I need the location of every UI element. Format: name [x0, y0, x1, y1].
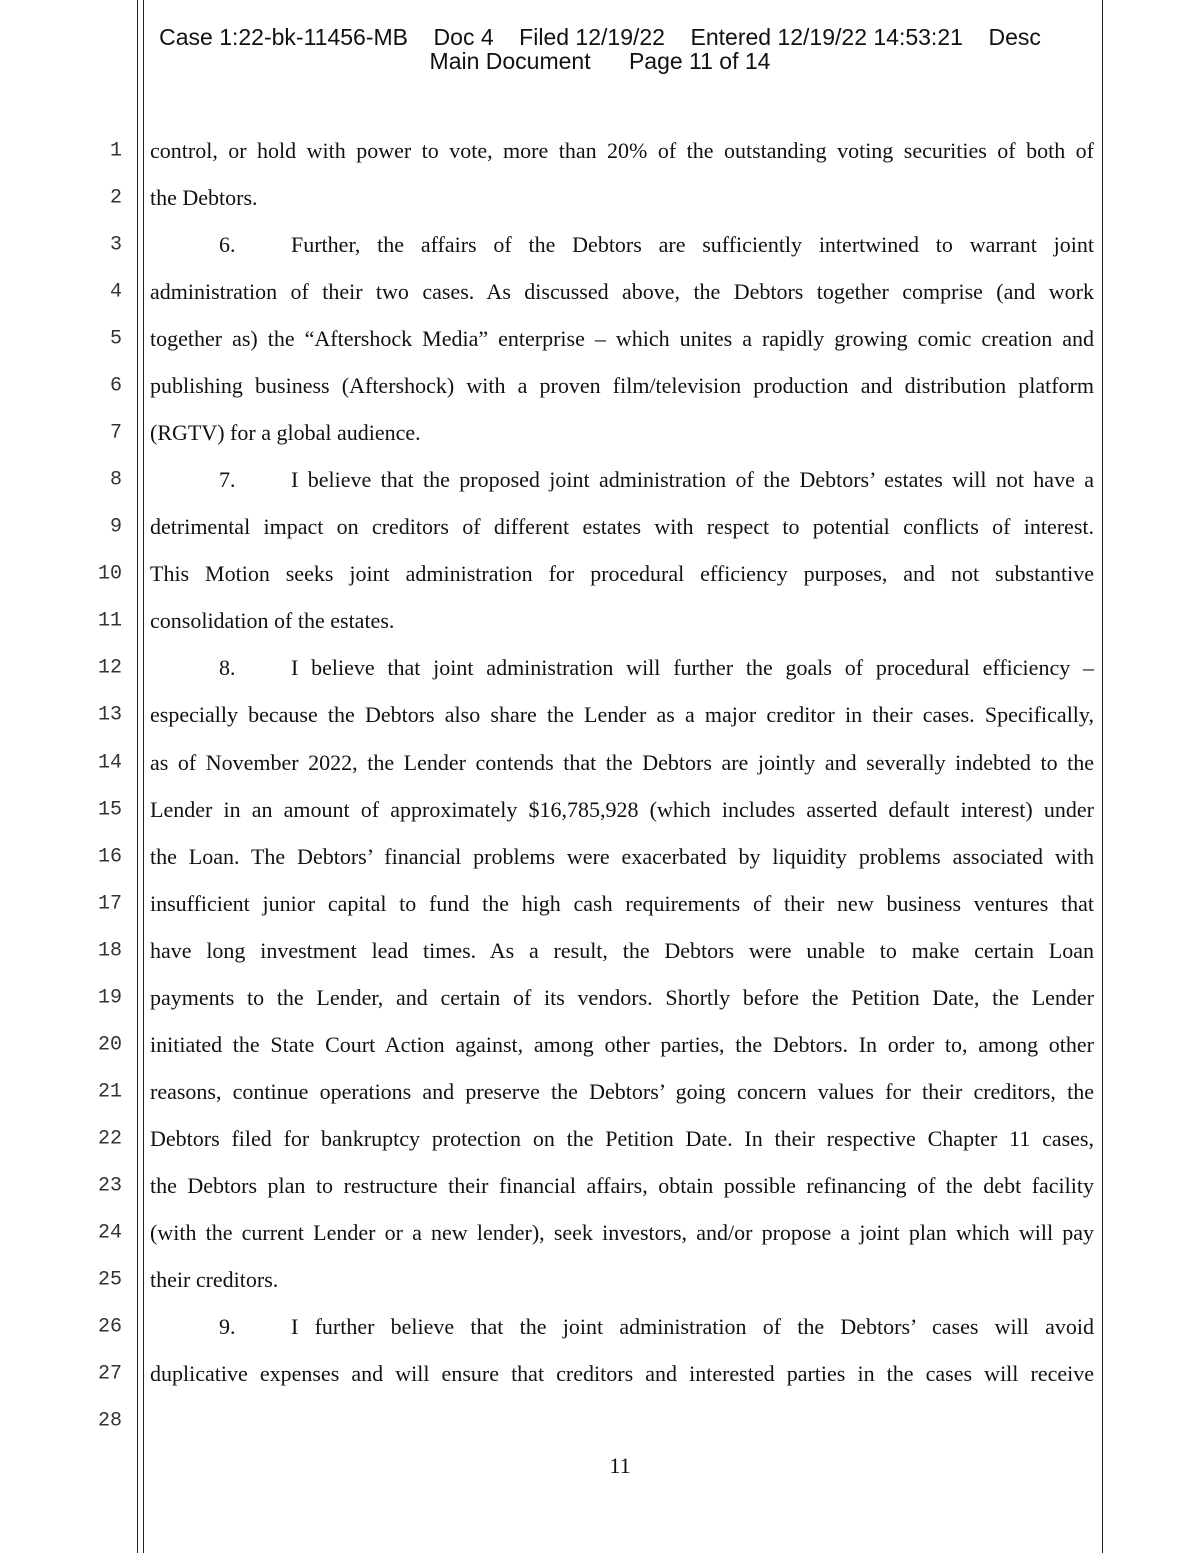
left-margin-rule-outer: [137, 0, 138, 1553]
line-number: 4: [109, 280, 122, 304]
text-line: detrimental impact on creditors of different estates with respect to potential conflicts of interest.: [150, 514, 1094, 540]
text-line: payments to the Lender, and certain of its vendors. Shortly before the Petition Date, the Lender: [150, 984, 1094, 1010]
paragraph-first-line: [150, 467, 1094, 493]
line-number: 14: [97, 751, 122, 775]
text-line: as of November 2022, the Lender contends that the Debtors are jointly and severally indebted to the: [150, 749, 1094, 775]
text-line: insufficient junior capital to fund the high cash requirements of their new business ventures that: [150, 890, 1094, 916]
line-number: 27: [97, 1362, 122, 1386]
line-number: 2: [109, 186, 122, 210]
paragraph-first-line: [150, 1314, 1094, 1340]
line-number: 12: [97, 656, 122, 680]
text-line: publishing business (Aftershock) with a proven film/television production and distribution platform: [150, 373, 1094, 399]
line-number: 3: [109, 233, 122, 257]
line-number: 20: [97, 1033, 122, 1057]
line-number: 22: [97, 1127, 122, 1151]
line-number: 9: [109, 515, 122, 539]
text-line: the Debtors plan to restructure their financial affairs, obtain possible refinancing of the debt facility: [150, 1172, 1094, 1198]
text-line: especially because the Debtors also share the Lender as a major creditor in their cases. Specifically,: [150, 702, 1094, 728]
line-number: 7: [109, 421, 122, 445]
line-number: 15: [97, 798, 122, 822]
text-line: This Motion seeks joint administration for procedural efficiency purposes, and not substantive: [150, 561, 1094, 587]
left-margin-rule-inner: [143, 0, 144, 1553]
line-number: 19: [97, 986, 122, 1010]
text-line: Debtors filed for bankruptcy protection on the Petition Date. In their respective Chapter 11 cases,: [150, 1125, 1094, 1151]
paragraph-number: 9.: [219, 1314, 236, 1339]
text-line: control, or hold with power to vote, more than 20% of the outstanding voting securities of both of: [150, 138, 1094, 163]
case-header-line-1: Case 1:22-bk-11456-MB Doc 4 Filed 12/19/22 Entered 12/19/22 14:53:21 Desc: [159, 24, 1041, 50]
line-number: 11: [97, 609, 122, 633]
paragraph-number: 6.: [219, 232, 236, 258]
text-line: initiated the State Court Action against, among other parties, the Debtors. In order to, among other: [150, 1031, 1094, 1057]
line-number: 26: [97, 1315, 122, 1339]
line-number: 5: [109, 327, 122, 351]
paragraph-first-line: [150, 232, 1094, 258]
line-number: 18: [97, 939, 122, 963]
paragraph-first-line: [150, 655, 1094, 681]
paragraph-text: I further believe that the joint administration of the Debtors’ cases will avoid: [291, 1314, 1094, 1339]
line-number: 24: [97, 1221, 122, 1245]
text-line: reasons, continue operations and preserve the Debtors’ going concern values for their creditors, the: [150, 1078, 1094, 1104]
text-line: consolidation of the estates.: [150, 608, 395, 634]
paragraph-number: 8.: [219, 655, 236, 681]
paragraph-text: I believe that joint administration will further the goals of procedural efficiency –: [291, 655, 1094, 681]
line-number: 16: [97, 845, 122, 869]
line-number: 8: [109, 468, 122, 492]
text-line: the Debtors.: [150, 185, 258, 211]
line-number: 21: [97, 1080, 122, 1104]
text-line: (RGTV) for a global audience.: [150, 420, 421, 446]
line-number: 23: [97, 1174, 122, 1198]
text-line: duplicative expenses and will ensure that creditors and interested parties in the cases will receive: [150, 1361, 1094, 1387]
text-line: administration of their two cases. As discussed above, the Debtors together comprise (and work: [150, 279, 1094, 305]
line-number: 6: [109, 374, 122, 398]
page-number: 11: [609, 1453, 631, 1478]
text-line: (with the current Lender or a new lender), seek investors, and/or propose a joint plan which will pay: [150, 1219, 1094, 1245]
text-line: together as) the “Aftershock Media” enterprise – which unites a rapidly growing comic creation and: [150, 326, 1094, 352]
paragraph-text: Further, the affairs of the Debtors are sufficiently intertwined to warrant joint: [291, 232, 1094, 258]
line-number: 13: [97, 703, 122, 727]
line-number: 28: [97, 1409, 122, 1433]
right-margin-rule: [1102, 0, 1103, 1553]
line-number: 17: [97, 892, 122, 916]
text-line: the Loan. The Debtors’ financial problems were exacerbated by liquidity problems associated with: [150, 843, 1094, 869]
paragraph-text: I believe that the proposed joint administration of the Debtors’ estates will not have a: [291, 467, 1094, 493]
text-line: their creditors.: [150, 1266, 279, 1292]
text-line: have long investment lead times. As a result, the Debtors were unable to make certain Loan: [150, 937, 1094, 963]
line-number: 1: [109, 139, 122, 163]
line-number: 25: [97, 1268, 122, 1292]
text-line: Lender in an amount of approximately $16,785,928 (which includes asserted default interest) under: [150, 796, 1094, 822]
paragraph-number: 7.: [219, 467, 236, 493]
line-number: 10: [97, 562, 122, 586]
case-header-line-2: Main Document Page 11 of 14: [429, 48, 771, 74]
